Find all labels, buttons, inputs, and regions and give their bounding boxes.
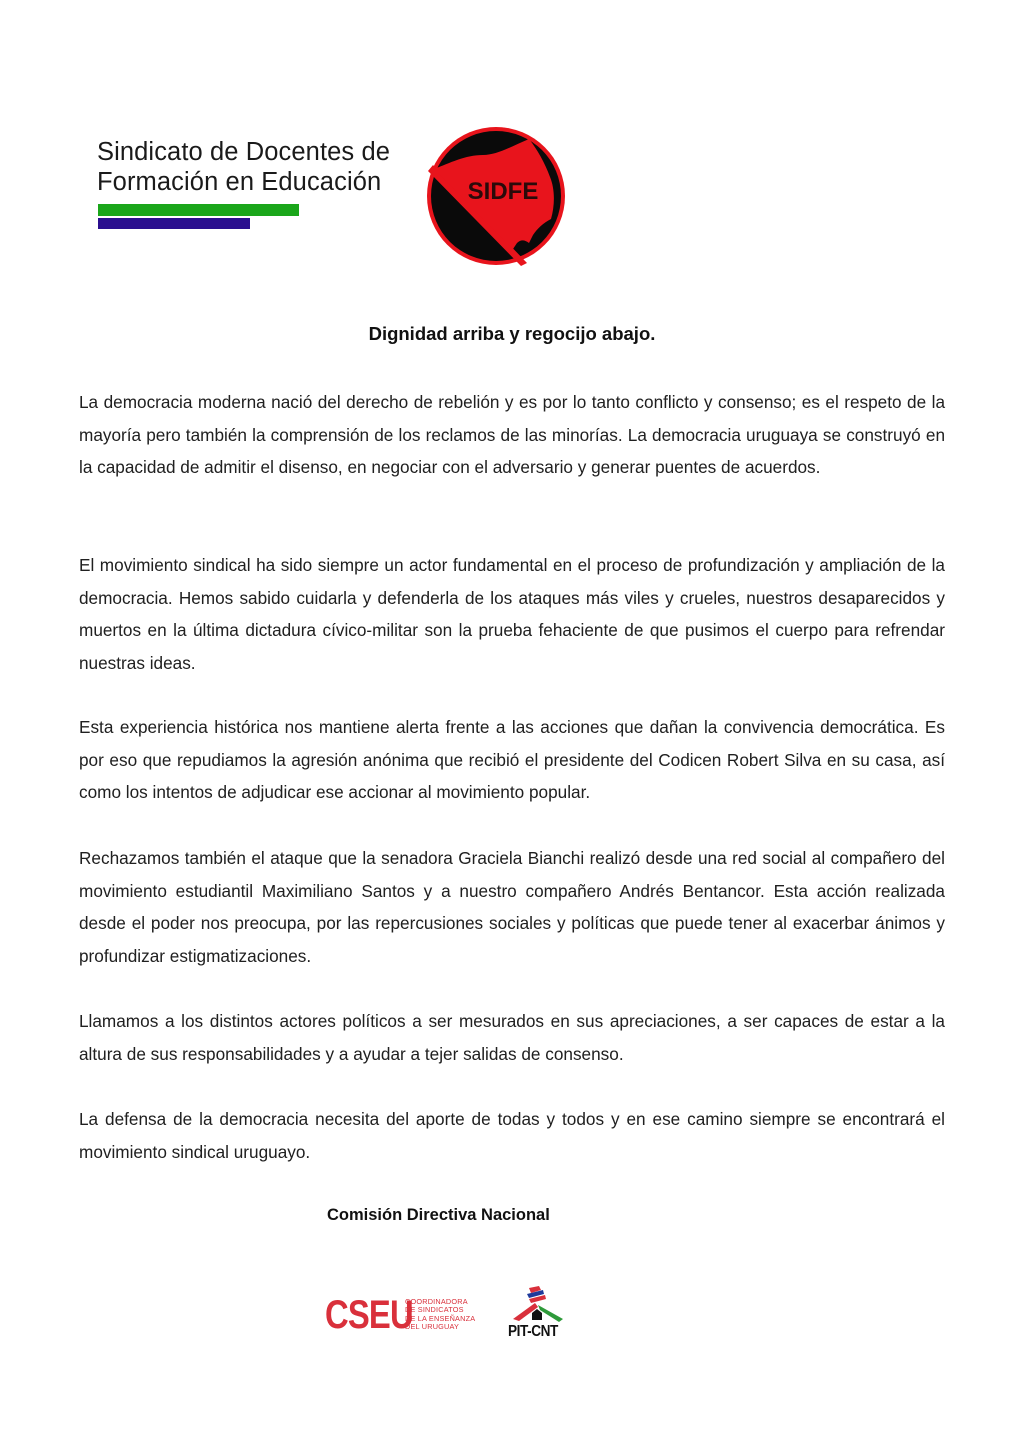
pitcnt-logo	[505, 1285, 569, 1347]
cseu-subtitle-line: DE SINDICATOS	[405, 1305, 464, 1315]
org-name	[97, 137, 390, 197]
paragraph-4: Rechazamos también el ataque que la senadora Graciela Bianchi realizó desde una red social al compañero del movimiento estudiantil Maximiliano Santos y a nuestro compañero Andrés Bentancor. Esta acción realizada desde el poder nos preocupa, por las repercusiones sociales y políticas que puede tener al exacerbar ánimos y profundizar estigmatizaciones.	[79, 848, 945, 966]
org-name-line2: Formación en Educación	[97, 168, 382, 196]
signature: Comisión Directiva Nacional	[327, 1206, 550, 1224]
cseu-subtitle-line: DEL URUGUAY	[405, 1321, 460, 1331]
cseu-subtitle	[405, 1298, 475, 1331]
pitcnt-roof-stripes-icon	[505, 1285, 569, 1325]
paragraph-3: Esta experiencia histórica nos mantiene alerta frente a las acciones que dañan la convivencia democrática. Es por eso que repudiamos la agresión anónima que recibió el presidente del Codicen Robert Silva en su casa, así como los intentos de adjudicar ese accionar al movimiento popular.	[79, 717, 945, 802]
org-name-line1: Sindicato de Docentes de	[97, 138, 391, 166]
cseu-mark: CSEU	[325, 1293, 413, 1337]
purple-bar	[98, 218, 250, 229]
paragraph-2: El movimiento sindical ha sido siempre un actor fundamental en el proceso de profundización y ampliación de la democracia. Hemos sabido cuidarla y defenderla de los ataques más viles y crueles, nuestros desaparecidos y muertos en la última dictadura cívico-militar son la prueba fehaciente de que pusimos el cuerpo para refrendar nuestras ideas.	[79, 555, 945, 673]
emblem-text: SIDFE	[467, 178, 539, 205]
document-title: Dignidad arriba y regocijo abajo.	[368, 323, 656, 344]
sidfe-emblem-icon	[425, 125, 567, 267]
footer-logos	[325, 1285, 575, 1350]
paragraph-6: La defensa de la democracia necesita del aporte de todas y todos y en ese camino siempre se encontrará el movimiento sindical uruguayo.	[79, 1109, 945, 1162]
cseu-subtitle-line: DE LA ENSEÑANZA	[405, 1313, 476, 1323]
paragraph-1: La democracia moderna nació del derecho de rebelión y es por lo tanto conflicto y consenso; es el respeto de la mayoría pero también la comprensión de los reclamos de las minorías. La democracia uruguaya se construyó en la capacidad de admitir el disenso, en negociar con el adversario y generar puentes de acuerdos.	[79, 392, 945, 477]
header-logo	[97, 125, 577, 270]
paragraph-5: Llamamos a los distintos actores políticos a ser mesurados en sus apreciaciones, a ser capaces de estar a la altura de sus responsabilidades y a ayudar a tejer salidas de consenso.	[79, 1011, 945, 1064]
pitcnt-label: PIT-CNT	[508, 1323, 558, 1340]
green-bar	[98, 204, 299, 216]
cseu-subtitle-line: COORDINADORA	[405, 1297, 468, 1306]
house-shape	[532, 1309, 542, 1320]
